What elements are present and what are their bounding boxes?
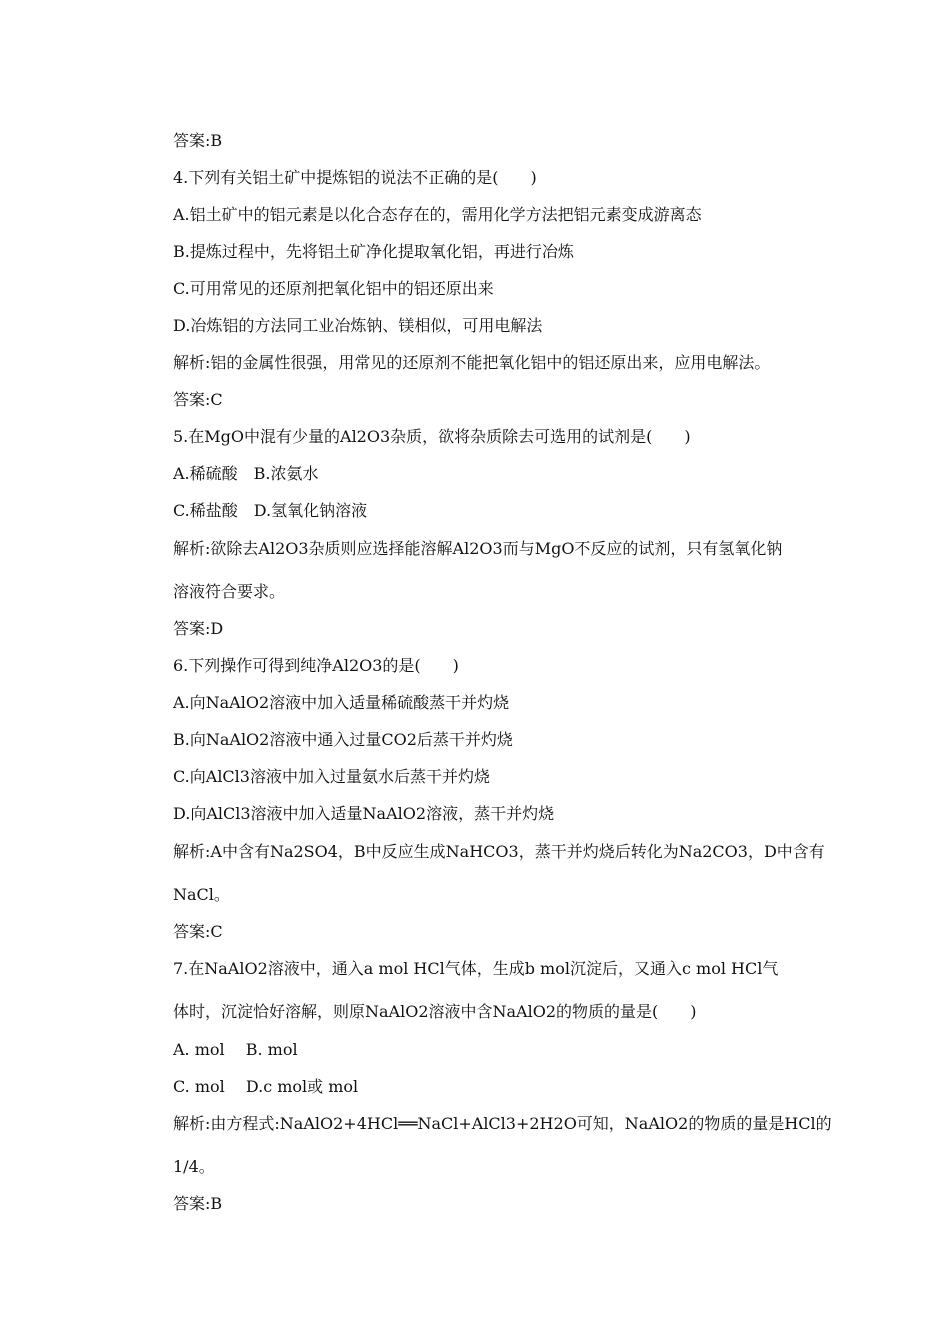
question-5-options-ab: A.稀硫酸 B.浓氨水 — [173, 464, 319, 483]
question-5-answer: 答案:D — [173, 619, 224, 638]
question-4-option-c: C.可用常见的还原剂把氧化铝中的铝还原出来 — [173, 279, 494, 298]
question-7-analysis: 解析:由方程式:NaAlO2+4HCl══NaCl+AlCl3+2H2O可知，NaAlO2的物质的量是HCl的 — [173, 1114, 832, 1133]
question-6-option-c: C.向AlCl3溶液中加入过量氨水后蒸干并灼烧 — [173, 767, 490, 786]
question-4-answer: 答案:C — [173, 390, 223, 409]
question-4-analysis: 解析:铝的金属性很强，用常见的还原剂不能把氧化铝中的铝还原出来，应用电解法。 — [173, 353, 771, 372]
question-5-stem: 5.在MgO中混有少量的Al2O3杂质，欲将杂质除去可选用的试剂是( ) — [173, 427, 691, 446]
question-7-stem: 7.在NaAlO2溶液中，通入a mol HCl气体，生成b mol沉淀后，又通入c mol HCl气 — [173, 959, 779, 978]
question-4-option-a: A.铝土矿中的铝元素是以化合态存在的，需用化学方法把铝元素变成游离态 — [173, 205, 702, 224]
question-6-option-b: B.向NaAlO2溶液中通入过量CO2后蒸干并灼烧 — [173, 730, 513, 749]
question-7-answer: 答案:B — [173, 1194, 223, 1213]
question-4-stem: 4.下列有关铝土矿中提炼铝的说法不正确的是( ) — [173, 168, 537, 187]
question-7-options-ab: A. mol B. mol — [173, 1040, 298, 1059]
question-6-analysis: 解析:A中含有Na2SO4，B中反应生成NaHCO3，蒸干并灼烧后转化为Na2CO3，D中含有 — [173, 842, 825, 861]
question-6-stem: 6.下列操作可得到纯净Al2O3的是( ) — [173, 656, 459, 675]
question-6-answer: 答案:C — [173, 922, 223, 941]
answer-line: 答案:B — [173, 131, 223, 150]
question-5-analysis-cont: 溶液符合要求。 — [173, 582, 286, 601]
question-7-analysis-cont: 1/4。 — [173, 1157, 215, 1176]
question-4-option-b: B.提炼过程中，先将铝土矿净化提取氧化铝，再进行冶炼 — [173, 242, 574, 261]
question-6-analysis-cont: NaCl。 — [173, 885, 230, 904]
question-5-options-cd: C.稀盐酸 D.氢氧化钠溶液 — [173, 501, 368, 520]
question-4-option-d: D.冶炼铝的方法同工业冶炼钠、镁相似，可用电解法 — [173, 316, 543, 335]
question-5-analysis: 解析:欲除去Al2O3杂质则应选择能溶解Al2O3而与MgO不反应的试剂，只有氢氧化钠 — [173, 539, 783, 558]
question-7-options-cd: C. mol D.c mol或 mol — [173, 1077, 359, 1096]
question-6-option-d: D.向AlCl3溶液中加入适量NaAlO2溶液，蒸干并灼烧 — [173, 804, 555, 823]
question-6-option-a: A.向NaAlO2溶液中加入适量稀硫酸蒸干并灼烧 — [173, 693, 510, 712]
question-7-stem-cont: 体时，沉淀恰好溶解，则原NaAlO2溶液中含NaAlO2的物质的量是( ) — [173, 1002, 697, 1021]
